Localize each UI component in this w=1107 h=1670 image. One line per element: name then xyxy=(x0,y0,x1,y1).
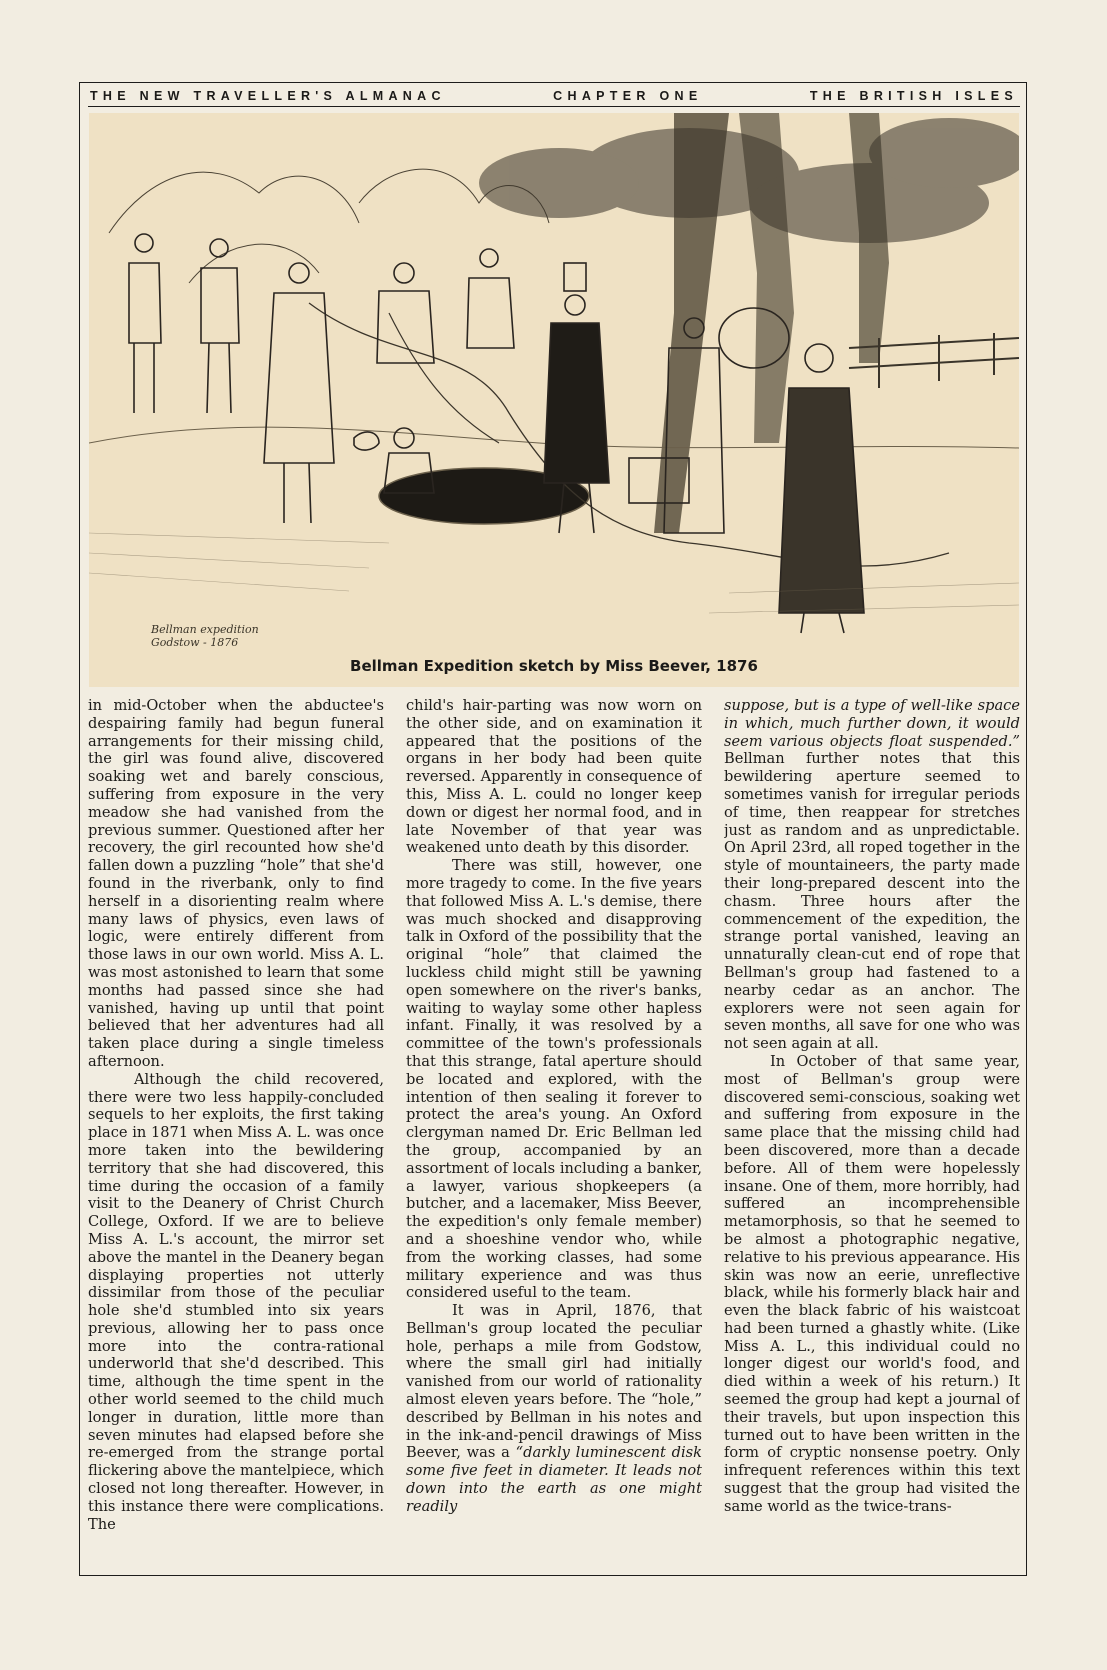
paragraph: There was still, however, one more tragedy to come. In the five years that followed Miss A. L.'s demise, there was much shocked and disapproving talk in Oxford of the possibility that the original “hole” that claimed the luckless child might still be yawning open somewhere on the river's banks, waiting to waylay some other hapless infant. Finally, it was resolved by a committee of the town's professionals that this strange, fatal aperture should be located and explored, with the intention of then sealing it forever to protect the area's young. An Oxford clergyman named Dr. Eric Bellman led the group, accompanied by an assortment of locals including a banker, a lawyer, various shopkeepers (a butcher, and a lacemaker, Miss Beever, the expedition's only female member) and a shoeshine vendor who, while from the working classes, had some military experience and was thus considered useful to the team. xyxy=(406,857,702,1302)
header-rule xyxy=(88,106,1020,107)
running-head-chapter: CHAPTER ONE xyxy=(553,89,703,103)
paragraph: In October of that same year, most of Bellman's group were discovered semi-conscious, soaking wet and suffering from exposure in the same place that the missing child had been discovered, more than a decade before. All of them were hopelessly insane. One of them, more horribly, had suffered an incomprehensible metamorphosis, so that he seemed to be almost a photographic negative, relative to his previous appearance. His skin was now an eerie, unreflective black, while his formerly black hair and even the black fabric of his waistcoat had been turned a ghastly white. (Like Miss A. L., this individual could no longer digest our world's food, and died within a week of his return.) It seemed the group had kept a journal of their travels, but upon inspection this turned out to have been written in the form of cryptic nonsense poetry. Only infrequent references within this text suggest that the group had visited the same world as the twice-trans- xyxy=(724,1052,1020,1515)
expedition-sketch xyxy=(89,113,1019,687)
body-text xyxy=(88,697,1020,1569)
figure-caption: Bellman Expedition sketch by Miss Beever, 1876 xyxy=(350,657,758,675)
paragraph: in mid-October when the abductee's despairing family had begun funeral arrangements for their missing child, the girl was found alive, discovered soaking wet and barely conscious, suffering from exposure in the very meadow she had vanished from the previous summer. Questioned after her recovery, the girl recounted how she'd fallen down a puzzling “hole” that she'd found in the riverbank, only to find herself in a disorienting realm where many laws of physics, even laws of logic, were entirely different from those laws in our own world. Miss A. L. was most astonished to learn that some months had passed since she had vanished, having up until that point believed that her adventures had all taken place during a single timeless afternoon. xyxy=(88,697,384,1070)
paragraph-text: It was in April, 1876, that Bellman's group located the peculiar hole, perhaps a mile from Godstow, where the small girl had initially vanished from our world of rationality almost eleven years before. The “hole,” described by Bellman in his notes and in the ink-and-pencil drawings of Miss Beever, was a xyxy=(406,1302,702,1462)
text-column-2 xyxy=(406,697,702,1569)
illustration xyxy=(89,113,1019,687)
running-head xyxy=(90,86,1018,106)
signature-line-1: Bellman expedition xyxy=(151,623,259,636)
text-column-1 xyxy=(88,697,384,1569)
paragraph xyxy=(724,697,1020,1053)
paragraph-text: Bellman further notes that this bewildering aperture seemed to sometimes vanish for irregular periods of time, then reappear for stretches just as random and as unpredictable. On April 23rd, all roped together in the style of mountaineers, the party made their long-prepared descent into the chasm. Three hours after the commencement of the expedition, the strange portal vanished, leaving an unnaturally clean-cut end of rope that Bellman's group had fastened to a nearby cedar as an anchor. The explorers were not seen again for seven months, all save for one who was not seen again at all. xyxy=(724,750,1020,1053)
signature-line-2: Godstow - 1876 xyxy=(151,636,239,649)
paragraph: child's hair-parting was now worn on the other side, and on examination it appeared that the positions of the organs in her body had been quite reversed. Apparently in consequence of this, Miss A. L. could no longer keep down or digest her normal food, and in late November of that year was weakened unto death by this disorder. xyxy=(406,697,702,857)
quotation-italic: suppose, but is a type of well-like space in which, much further down, it would seem various objects float suspended.” xyxy=(724,697,1020,750)
paragraph: Although the child recovered, there were two less happily-concluded sequels to her exploits, the first taking place in 1871 when Miss A. L. was once more taken into the bewildering territory that she had discovered, this time during the occasion of a family visit to the Deanery of Christ Church College, Oxford. If we are to believe Miss A. L.'s account, the mirror set above the mantel in the Deanery began displaying properties not utterly dissimilar from those of the peculiar hole she'd stumbled into six years previous, allowing her to pass once more into the contra-rational underworld that she'd described. This time, although the time spent in the other world seemed to the child much longer in duration, little more than seven minutes had elapsed before she re-emerged from the strange portal flickering above the mantelpiece, which closed not long thereafter. However, in this instance there were complications. The xyxy=(88,1070,384,1533)
running-head-title: THE NEW TRAVELLER'S ALMANAC xyxy=(90,89,446,103)
artist-signature xyxy=(151,623,281,649)
text-column-3 xyxy=(724,697,1020,1569)
quotation-italic: “darkly luminescent disk some five feet in diameter. It leads not down into the earth as one might readily xyxy=(406,1444,702,1515)
running-head-section: THE BRITISH ISLES xyxy=(809,89,1018,103)
paragraph xyxy=(406,1302,702,1516)
